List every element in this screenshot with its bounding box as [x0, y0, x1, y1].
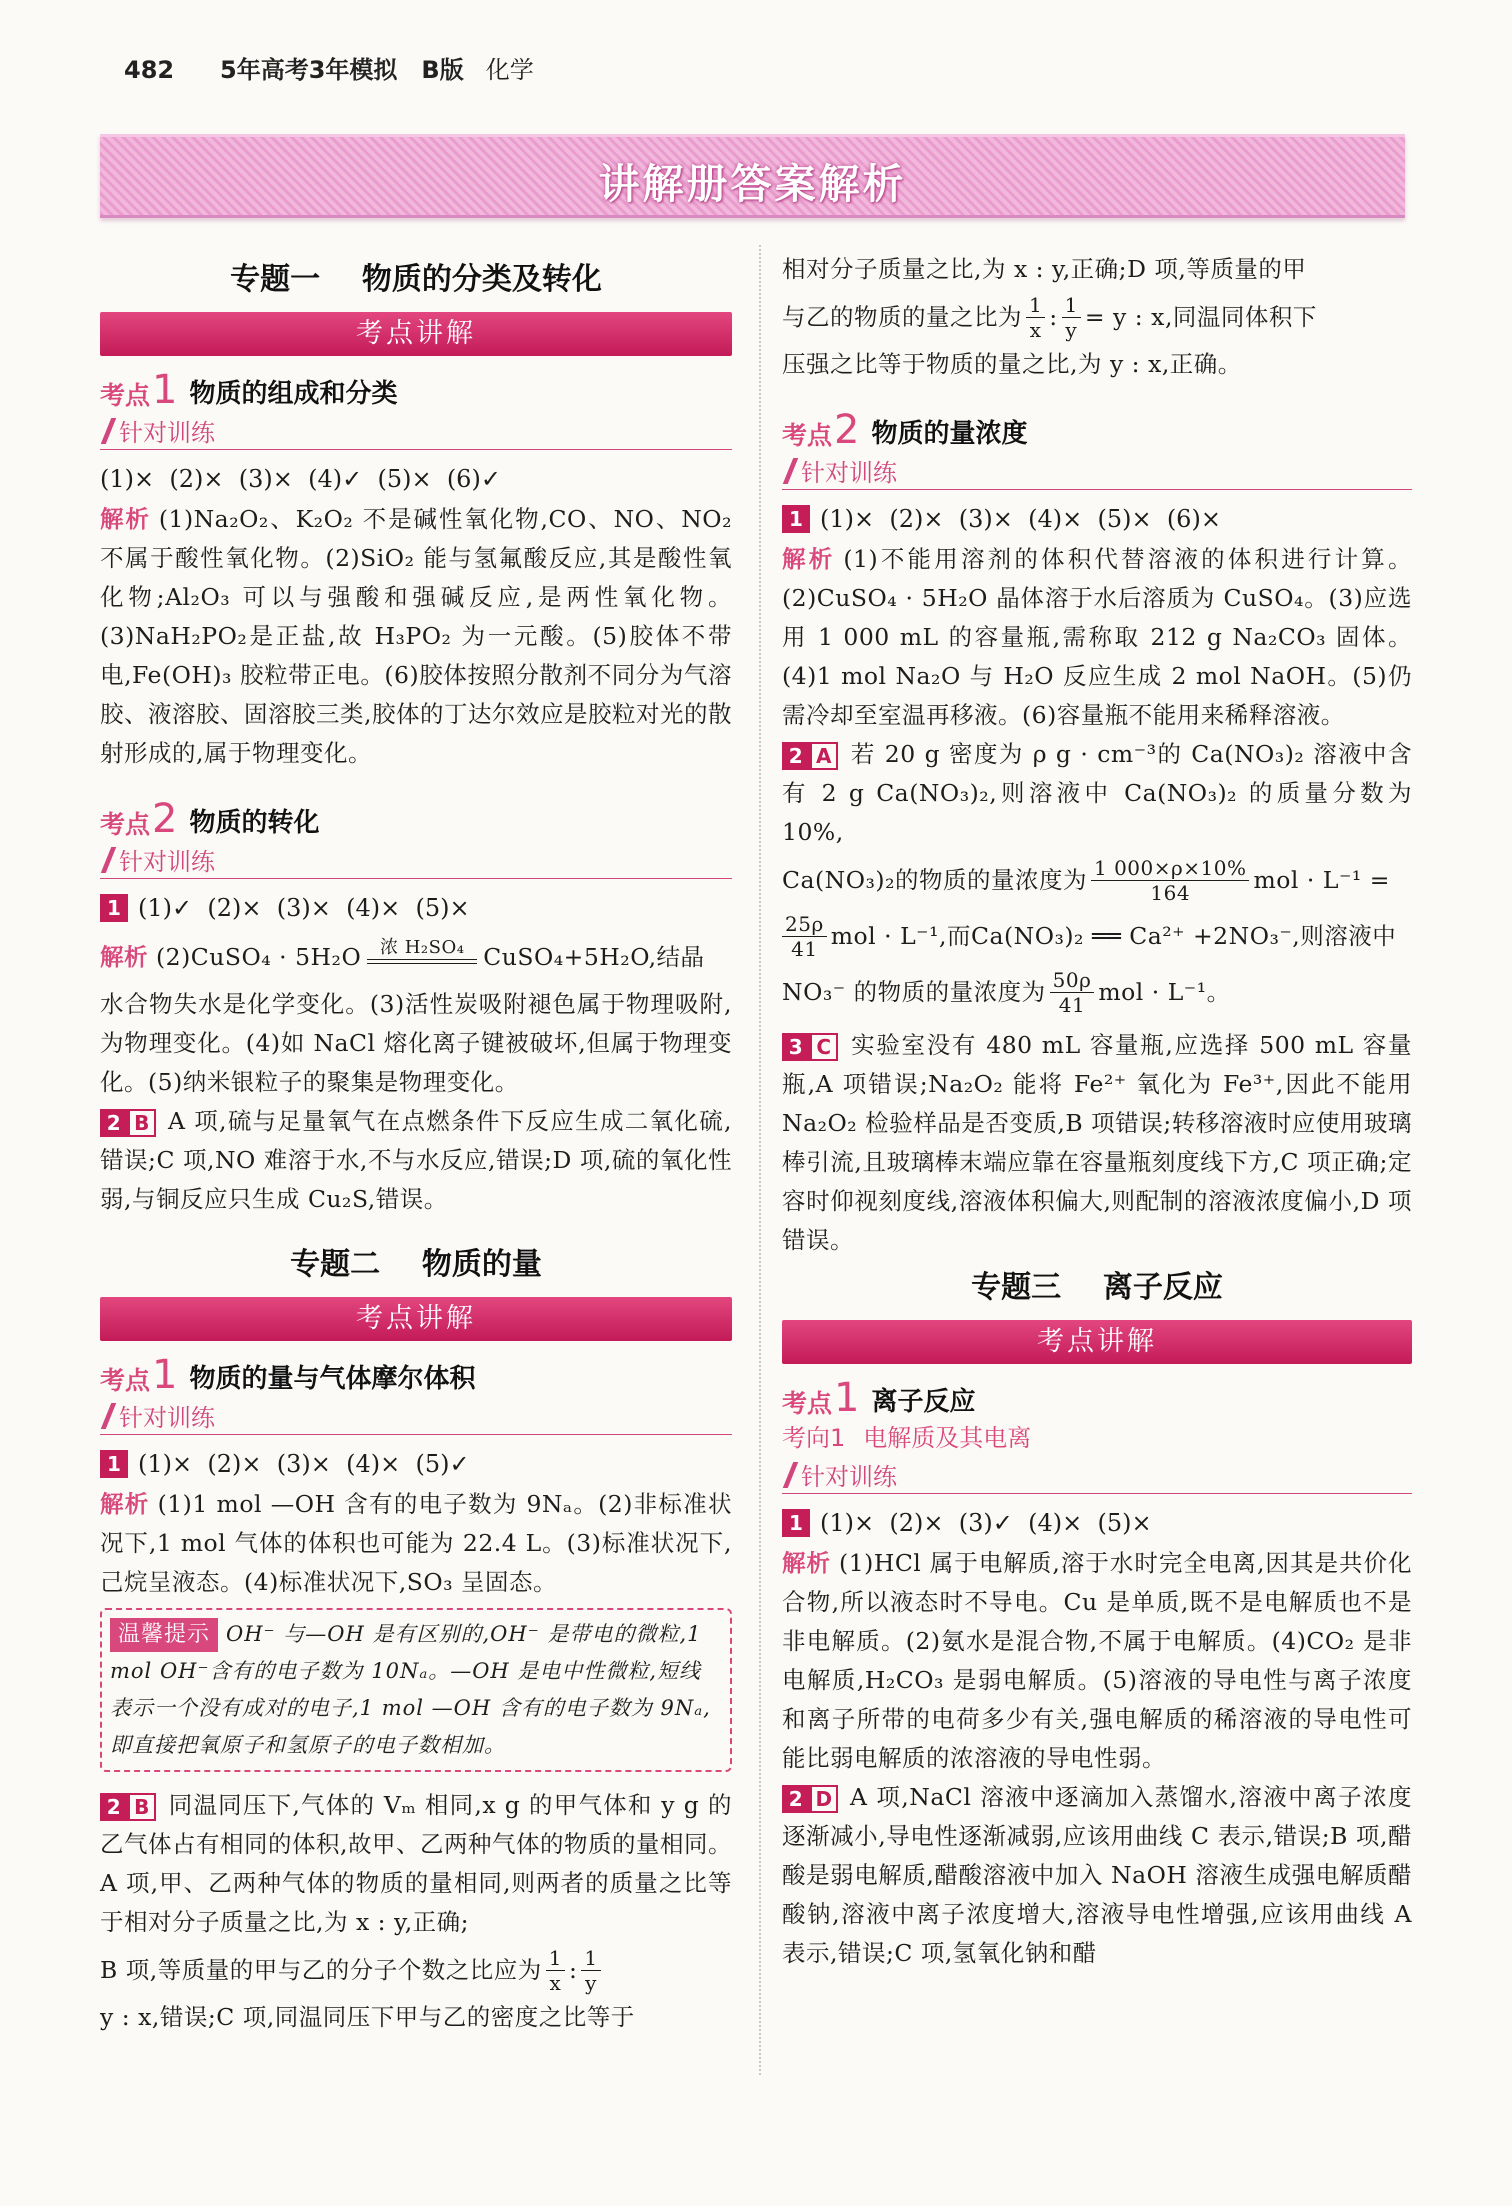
- fraction: [1091, 856, 1249, 905]
- text-fragment: Ca(NO₃)₂的物质的量浓度为: [782, 865, 1087, 894]
- text-fragment: NO₃⁻ 的物质的量浓度为: [782, 977, 1046, 1006]
- analysis-text: (1)Na₂O₂、K₂O₂ 不是碱性氧化物,CO、NO、NO₂ 不属于酸性氧化物。(2)SiO₂ 能与氢氟酸反应,其是酸性氧化物;Al₂O₃ 可以与强酸和强碱反应,是两性氧化物。(3)NaH₂PO₂是正盐,故 H₃PO₂ 为一元酸。(5)胶体不带电,Fe(OH)₃ 胶粒带正电。(6)胶体按照分散剂不同分为气溶胶、液溶胶、固溶胶三类,胶体的丁达尔效应是胶粒对光的散射形成的,属于物理变化。: [100, 505, 732, 767]
- targeted-training-label: 针对训练: [801, 459, 897, 487]
- text-line: 压强之比等于物质的量之比,为 y : x,正确。: [782, 350, 1242, 378]
- page-header: [124, 50, 534, 85]
- targeted-training-heading: [100, 412, 732, 450]
- question-badge: [782, 742, 838, 770]
- kaodian-label: 考点: [100, 810, 151, 839]
- analysis-text: (1)HCl 属于电解质,溶于水时完全电离,因其是共价化合物,所以液态时不导电。Cu 是单质,既不是电解质也不是非电解质。(2)氨水是混合物,不属于电解质。(4)CO₂ 是非电解质,H₂CO₃ 是弱电解质。(5)溶液的导电性与离子浓度和离子所带的电荷多少有关,强电解质的稀溶液的导电性可能比弱电解质的浓溶液的导电性弱。: [782, 1549, 1413, 1772]
- question-number: 1: [100, 1450, 128, 1478]
- pen-icon: [101, 1403, 117, 1429]
- answer-letter: B: [128, 1793, 156, 1821]
- kaodian-heading: [100, 364, 732, 412]
- equation-arrow: [367, 937, 477, 978]
- targeted-training-label: 针对训练: [801, 1463, 897, 1491]
- fraction-numerator: 1: [546, 1946, 565, 1971]
- topic-heading-1: 专题一 物质的分类及转化: [230, 262, 602, 297]
- question-number: 1: [100, 894, 128, 922]
- answer-text: (1)× (2)× (3)× (4)× (5)× (6)×: [820, 505, 1221, 533]
- question-badge: [100, 1793, 156, 1821]
- kaodian-label: 考点: [782, 1389, 833, 1418]
- fraction: [1050, 968, 1095, 1017]
- ratio-colon: :: [1049, 302, 1058, 331]
- question-paragraph: [782, 735, 1412, 852]
- section-bar: 考点讲解: [100, 1297, 732, 1341]
- pen-icon: [101, 847, 117, 873]
- fraction-numerator: 25ρ: [782, 912, 827, 937]
- equals-sign-icon: [367, 959, 477, 964]
- kaodian-number: 1: [152, 367, 178, 413]
- kaoxiang-label: 考向1: [782, 1424, 846, 1452]
- fraction-denominator: x: [549, 1970, 562, 1995]
- page-number: 482: [124, 56, 175, 84]
- answer-line: [782, 1502, 1412, 1544]
- answer-line: [100, 887, 732, 929]
- question-badge: [782, 1785, 838, 1813]
- question-paragraph: [782, 1778, 1412, 1973]
- answer-letter: C: [810, 1033, 838, 1061]
- analysis-text: (1)1 mol —OH 含有的电子数为 9Nₐ。(2)非标准状况下,1 mol 气体的体积也可能为 22.4 L。(3)标准状况下,己烷呈液态。(4)标准状况下,SO₃ 呈固态。: [100, 1490, 732, 1596]
- text-fragment: = y : x,同温同体积下: [1084, 302, 1317, 331]
- fraction-denominator: y: [585, 1970, 597, 1995]
- fraction-denominator: 164: [1150, 880, 1191, 905]
- analysis-label: 解析: [782, 545, 836, 573]
- text-fragment: mol · L⁻¹ =: [1253, 865, 1390, 894]
- kaodian-title: 物质的量与气体摩尔体积: [189, 1364, 476, 1394]
- fraction-denominator: x: [1029, 317, 1042, 342]
- question-number: 1: [782, 1509, 810, 1537]
- question-number: 1: [782, 505, 810, 533]
- fraction-numerator: 1 000×ρ×10%: [1091, 856, 1249, 881]
- pen-icon: [783, 1462, 799, 1488]
- kaodian-title: 物质的量浓度: [871, 419, 1028, 449]
- pen-icon: [783, 458, 799, 484]
- fraction-line: [782, 852, 1412, 908]
- pen-icon: [101, 418, 117, 444]
- kaodian-title: 物质的组成和分类: [189, 379, 398, 409]
- targeted-training-heading: [782, 1456, 1412, 1494]
- fraction-denominator: 41: [791, 936, 818, 961]
- fraction-numerator: 50ρ: [1050, 968, 1095, 993]
- question-text: 若 20 g 密度为 ρ g · cm⁻³的 Ca(NO₃)₂ 溶液中含有 2 g Ca(NO₃)₂,则溶液中 Ca(NO₃)₂ 的质量分数为 10%,: [782, 740, 1412, 846]
- answer-text: (1)✓ (2)× (3)× (4)× (5)×: [138, 894, 470, 922]
- answer-letter: D: [810, 1785, 838, 1813]
- analysis-paragraph: [100, 1485, 732, 1602]
- edition-label: B版: [421, 56, 464, 84]
- analysis-label: 解析: [100, 505, 151, 533]
- analysis-paragraph: [100, 500, 732, 773]
- targeted-training-label: 针对训练: [119, 848, 215, 876]
- section-bar: 考点讲解: [782, 1320, 1412, 1364]
- question-text: A 项,硫与足量氧气在点燃条件下反应生成二氧化硫,错误;C 项,NO 难溶于水,不与水反应,错误;D 项,硫的氧化性弱,与铜反应只生成 Cu₂S,错误。: [100, 1107, 732, 1213]
- question-paragraph: [100, 1786, 732, 1942]
- targeted-training-heading: [100, 1397, 732, 1435]
- kaodian-number: 2: [152, 796, 178, 842]
- question-text: A 项,NaCl 溶液中逐滴加入蒸馏水,溶液中离子浓度逐渐减小,导电性逐渐减弱,应该用曲线 C 表示,错误;B 项,醋酸是弱电解质,醋酸溶液中加入 NaOH 溶液生成强电解质醋酸钠,溶液中离子浓度增大,溶液导电性增强,应该用曲线 A 表示,错误;C 项,氢氧化钠和醋: [782, 1783, 1412, 1967]
- kaodian-label: 考点: [782, 421, 833, 450]
- tip-label: 温馨提示: [110, 1618, 218, 1652]
- subject-label: 化学: [485, 56, 534, 84]
- analysis-text: (1)不能用溶剂的体积代替溶液的体积进行计算。(2)CuSO₄ · 5H₂O 晶体溶于水后溶质为 CuSO₄。(3)应选用 1 000 mL 的容量瓶,需称取 212 g Na₂CO₃ 固体。(4)1 mol Na₂O 与 H₂O 反应生成 2 mol NaOH。(5)仍需冷却至室温再移液。(6)容量瓶不能用来稀释溶液。: [782, 545, 1412, 729]
- text-fragment: mol · L⁻¹。: [1098, 977, 1231, 1006]
- text-fragment: mol · L⁻¹,而Ca(NO₃)₂ ══ Ca²⁺ +2NO₃⁻,则溶液中: [830, 921, 1397, 950]
- kaodian-heading: [100, 1349, 732, 1397]
- answer-text: (1)× (2)× (3)✓ (4)× (5)×: [820, 1509, 1152, 1537]
- tip-box: [100, 1608, 732, 1772]
- fraction-denominator: 41: [1058, 992, 1086, 1017]
- answer-line: [782, 498, 1412, 540]
- fraction-line: [782, 964, 1412, 1020]
- equation-left: (2)CuSO₄ · 5H₂O: [156, 942, 362, 971]
- answer-line: (1)× (2)× (3)× (4)✓ (5)× (6)✓: [100, 465, 501, 493]
- text-line: 相对分子质量之比,为 x : y,正确;D 项,等质量的甲: [782, 255, 1307, 283]
- text-fragment: B 项,等质量的甲与乙的分子个数之比应为: [100, 1955, 542, 1984]
- topic-heading-2: 专题二 物质的量: [290, 1247, 542, 1282]
- answer-letter: B: [128, 1109, 156, 1137]
- equation-line: [100, 929, 732, 985]
- analysis-paragraph: [782, 1544, 1412, 1778]
- kaodian-number: 1: [152, 1352, 178, 1398]
- question-paragraph: [782, 1026, 1412, 1260]
- kaodian-number: 1: [834, 1375, 860, 1421]
- right-column: [782, 252, 1412, 1973]
- fraction-numerator: 1: [1062, 293, 1081, 318]
- column-divider: [759, 245, 761, 2075]
- question-number: 2: [782, 742, 810, 770]
- fraction: [581, 1946, 600, 1995]
- answer-text: (1)× (2)× (3)× (4)× (5)✓: [138, 1450, 470, 1478]
- targeted-training-label: 针对训练: [119, 1404, 215, 1432]
- tip-text: OH⁻ 与—OH 是有区别的,OH⁻ 是带电的微粒,1 mol OH⁻含有的电子数为 10Nₐ。—OH 是电中性微粒,短线表示一个没有成对的电子,1 mol —OH 含有的电子数为 9Nₐ,即直接把氧原子和氢原子的电子数相加。: [110, 1622, 711, 1757]
- fraction: [546, 1946, 565, 1995]
- question-paragraph: [100, 1102, 732, 1219]
- text-fragment: 与乙的物质的量之比为: [782, 302, 1022, 331]
- analysis-label: 解析: [100, 1490, 150, 1518]
- kaoxiang-title: 电解质及其电离: [863, 1424, 1032, 1452]
- answer-banner: [100, 134, 1405, 218]
- kaodian-number: 2: [834, 407, 860, 453]
- fraction-numerator: 1: [1026, 293, 1045, 318]
- banner-title: 讲解册答案解析: [598, 160, 907, 208]
- fraction-line: [782, 908, 1412, 964]
- fraction-line: [100, 1942, 732, 1998]
- targeted-training-heading: [100, 841, 732, 879]
- kaodian-heading: [782, 404, 1412, 452]
- question-badge: [100, 1109, 156, 1137]
- kaodian-heading: [782, 1372, 1412, 1420]
- fraction: [782, 912, 827, 961]
- kaoxiang-heading: [782, 1420, 1412, 1456]
- topic-heading-3: 专题三 离子反应: [971, 1270, 1223, 1305]
- text-line: y : x,错误;C 项,同温同压下甲与乙的密度之比等于: [100, 2003, 635, 2031]
- fraction: [1062, 293, 1081, 342]
- question-badge: [782, 1033, 838, 1061]
- analysis-paragraph: [782, 540, 1412, 735]
- answer-line: [100, 1443, 732, 1485]
- answer-letter: A: [810, 742, 838, 770]
- fraction-numerator: 1: [581, 1946, 600, 1971]
- left-column: [100, 252, 732, 2037]
- fraction-denominator: y: [1065, 317, 1078, 342]
- book-title: 5年高考3年模拟: [220, 56, 398, 84]
- question-text: 同温同压下,气体的 Vₘ 相同,x g 的甲气体和 y g 的乙气体占有相同的体积,故甲、乙两种气体的物质的量相同。A 项,甲、乙两种气体的物质的量相同,则两者的质量之比等于相对分子质量之比,为 x : y,正确;: [100, 1791, 732, 1936]
- kaodian-title: 离子反应: [871, 1387, 976, 1417]
- kaodian-label: 考点: [100, 381, 151, 410]
- analysis-label: 解析: [100, 942, 148, 971]
- targeted-training-heading: [782, 452, 1412, 490]
- analysis-label: 解析: [782, 1549, 832, 1577]
- kaodian-heading: [100, 793, 732, 841]
- analysis-text: 水合物失水是化学变化。(3)活性炭吸附褪色属于物理吸附,为物理变化。(4)如 NaCl 熔化离子键被破坏,但属于物理变化。(5)纳米银粒子的聚集是物理变化。: [100, 990, 732, 1096]
- section-bar: 考点讲解: [100, 312, 732, 356]
- fraction: [1026, 293, 1045, 342]
- equation-right: CuSO₄+5H₂O,结晶: [483, 942, 705, 971]
- question-number: 2: [100, 1793, 128, 1821]
- question-text: 实验室没有 480 mL 容量瓶,应选择 500 mL 容量瓶,A 项错误;Na₂O₂ 能将 Fe²⁺ 氧化为 Fe³⁺,因此不能用 Na₂O₂ 检验样品是否变质,B 项错误;转移溶液时应使用玻璃棒引流,且玻璃棒末端应靠在容量瓶刻度线下方,C 项正确;定容时仰视刻度线,溶液体积偏大,则配制的溶液浓度偏小,D 项错误。: [782, 1031, 1412, 1254]
- equation-condition: 浓 H₂SO₄: [380, 936, 465, 958]
- kaodian-title: 物质的转化: [189, 808, 320, 838]
- fraction-line: [782, 289, 1412, 345]
- question-number: 2: [782, 1785, 810, 1813]
- targeted-training-label: 针对训练: [119, 419, 215, 447]
- ratio-colon: :: [568, 1955, 578, 1984]
- question-number: 2: [100, 1109, 128, 1137]
- kaodian-label: 考点: [100, 1366, 151, 1395]
- question-number: 3: [782, 1033, 810, 1061]
